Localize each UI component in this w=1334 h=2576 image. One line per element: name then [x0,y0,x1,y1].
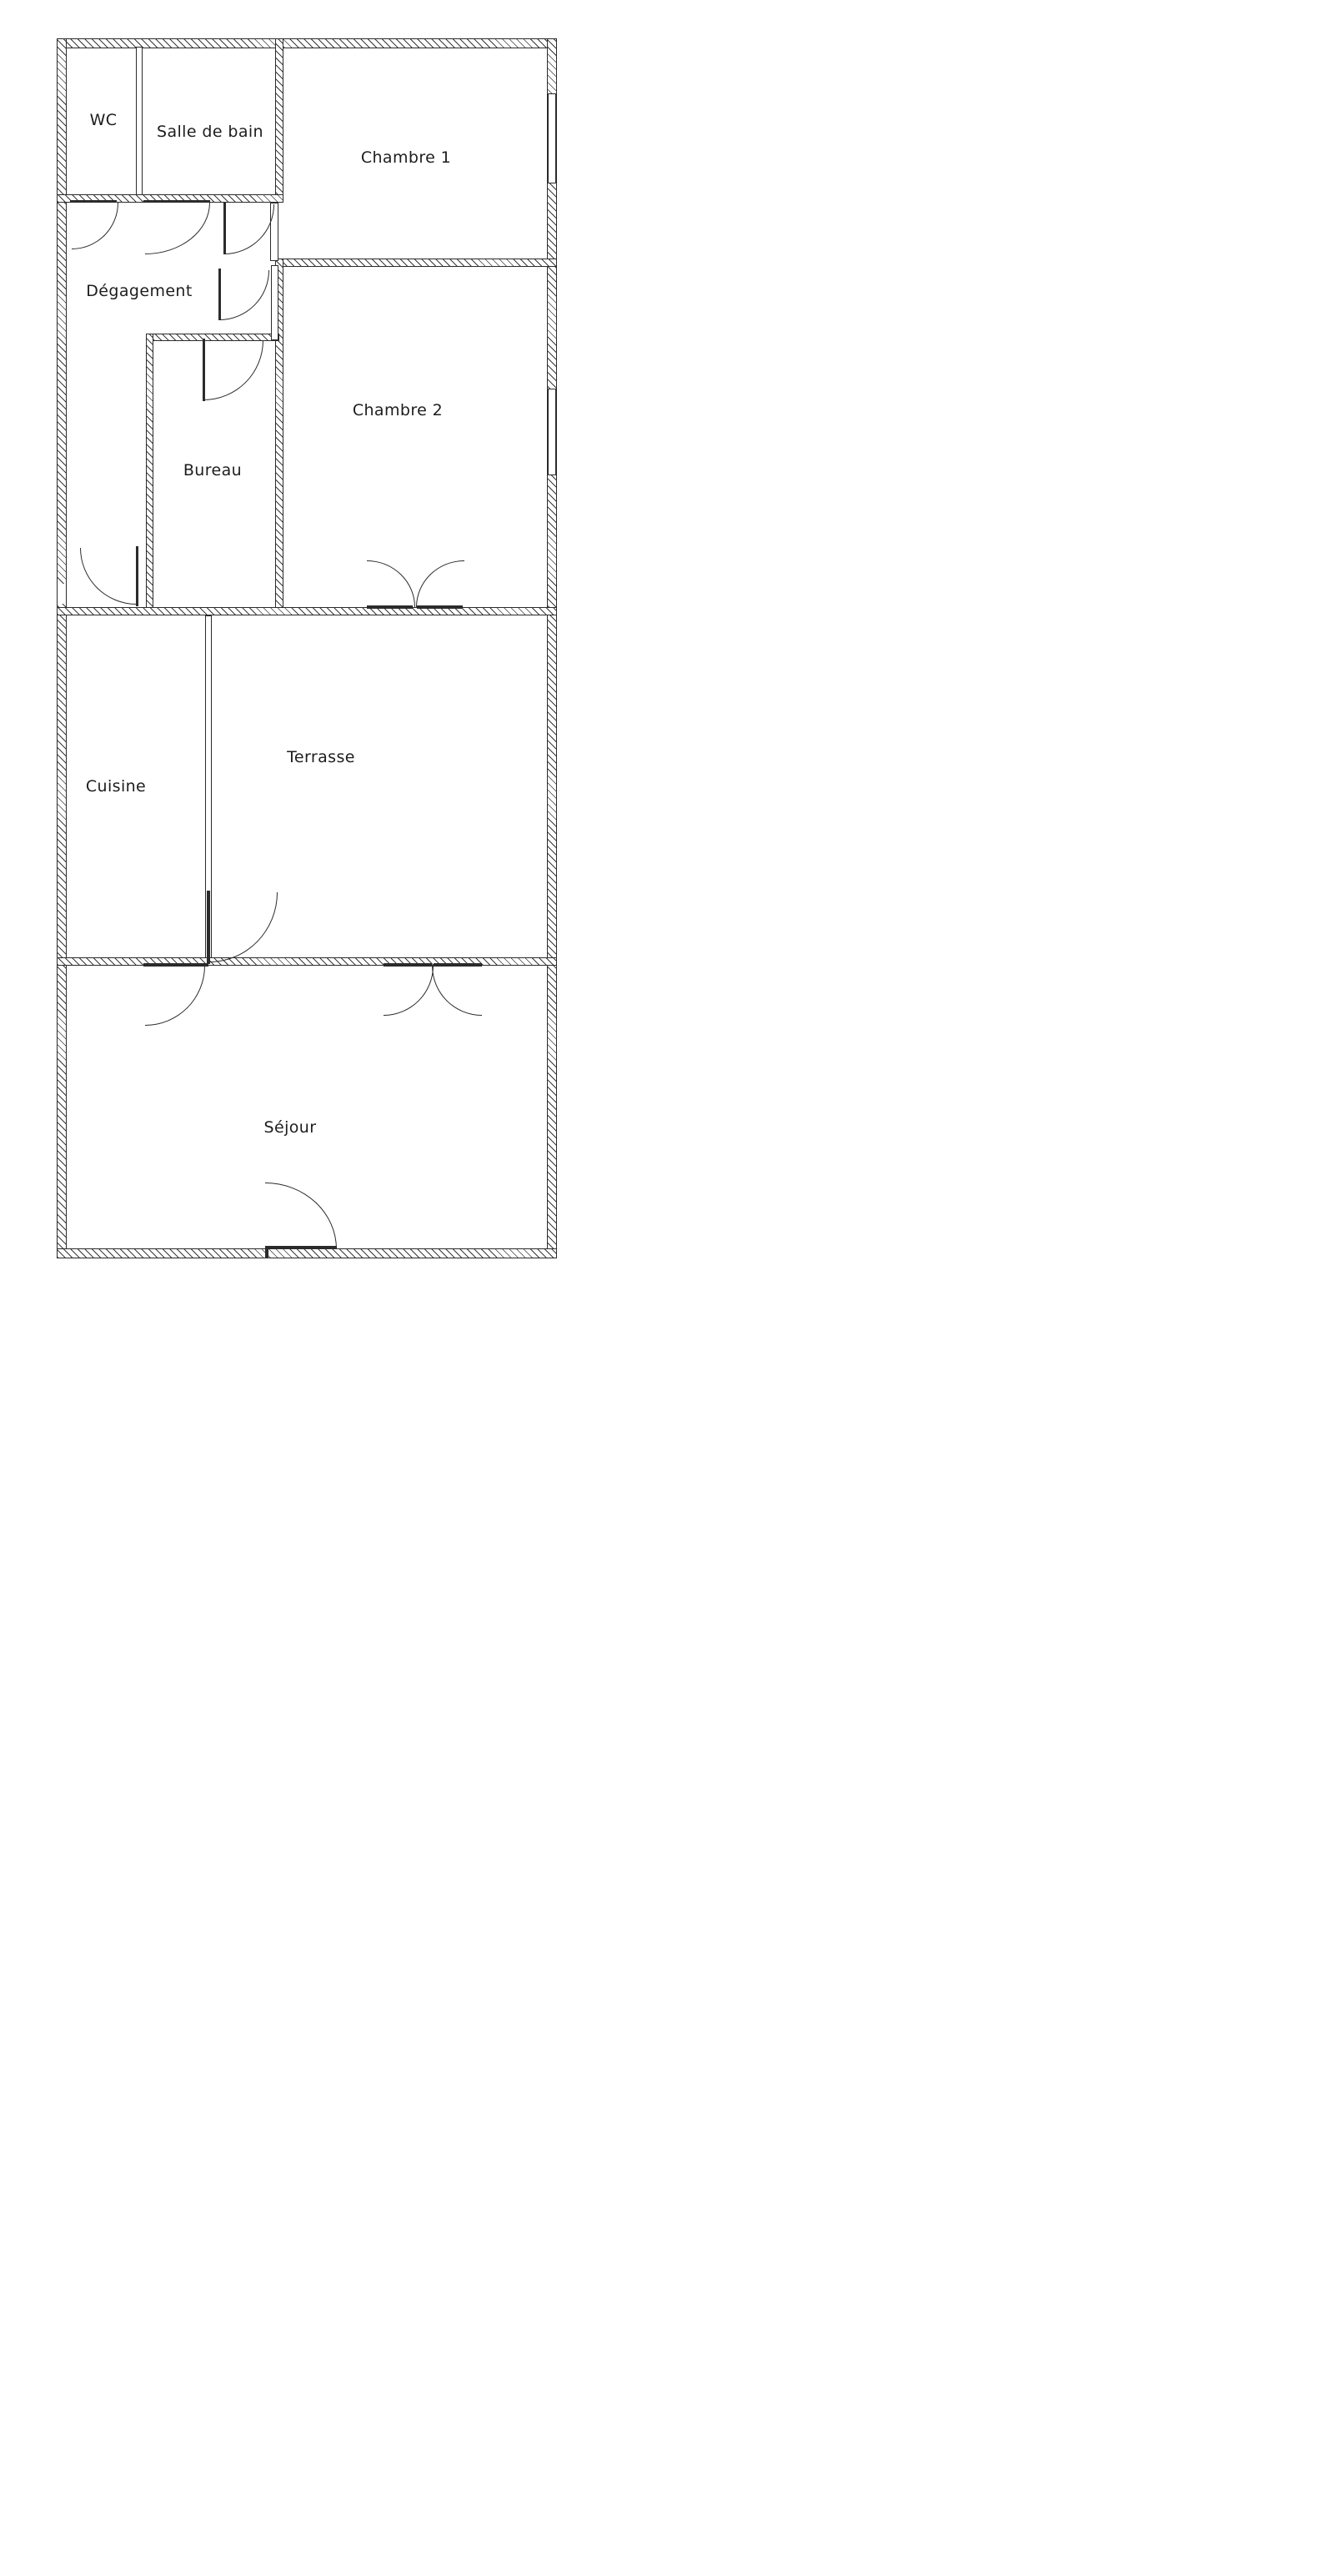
room-label-bureau: Bureau [183,461,243,480]
wall-chambre1-left [275,38,283,201]
door-chambre2-terrasse-left [367,560,415,607]
opening-left-wall [58,584,66,604]
room-label-salle-de-bain: Salle de bain [156,123,264,141]
door-bureau [203,340,263,400]
wall-exterior-top [57,38,557,48]
wall-chambre1-chambre2 [278,259,557,267]
room-label-wc: WC [89,111,118,129]
door-chambre1 [224,204,274,254]
room-label-chambre-1: Chambre 1 [360,148,452,167]
wall-middle-lower [57,957,557,966]
wall-bureau-left [146,334,153,609]
door-degagement [80,548,137,605]
wall-wc-sdb [136,47,143,201]
room-label-chambre-2: Chambre 2 [352,401,444,419]
wall-exterior-bottom [57,1248,557,1258]
window-chambre2 [548,389,556,475]
room-label-degagement: Dégagement [86,282,193,300]
door-chambre2 [219,270,269,320]
room-label-sejour: Séjour [263,1118,317,1137]
door-sejour-terrasse-right [432,966,482,1016]
door-wc [72,203,118,249]
door-salle-de-bain [145,203,210,254]
wall-bureau-right-upper [271,265,278,340]
door-sejour-cuisine [145,966,205,1026]
room-label-cuisine: Cuisine [85,777,147,796]
door-terrasse-sejour [209,892,278,962]
wall-exterior-right [547,38,557,1258]
door-sejour-entry [265,1183,337,1249]
wall-exterior-left [57,38,67,1258]
door-chambre2-terrasse-right [416,560,464,607]
wall-middle-upper [57,607,557,615]
room-label-terrasse: Terrasse [287,748,355,766]
door-sejour-terrasse-left [384,966,434,1016]
window-chambre1 [548,93,556,183]
